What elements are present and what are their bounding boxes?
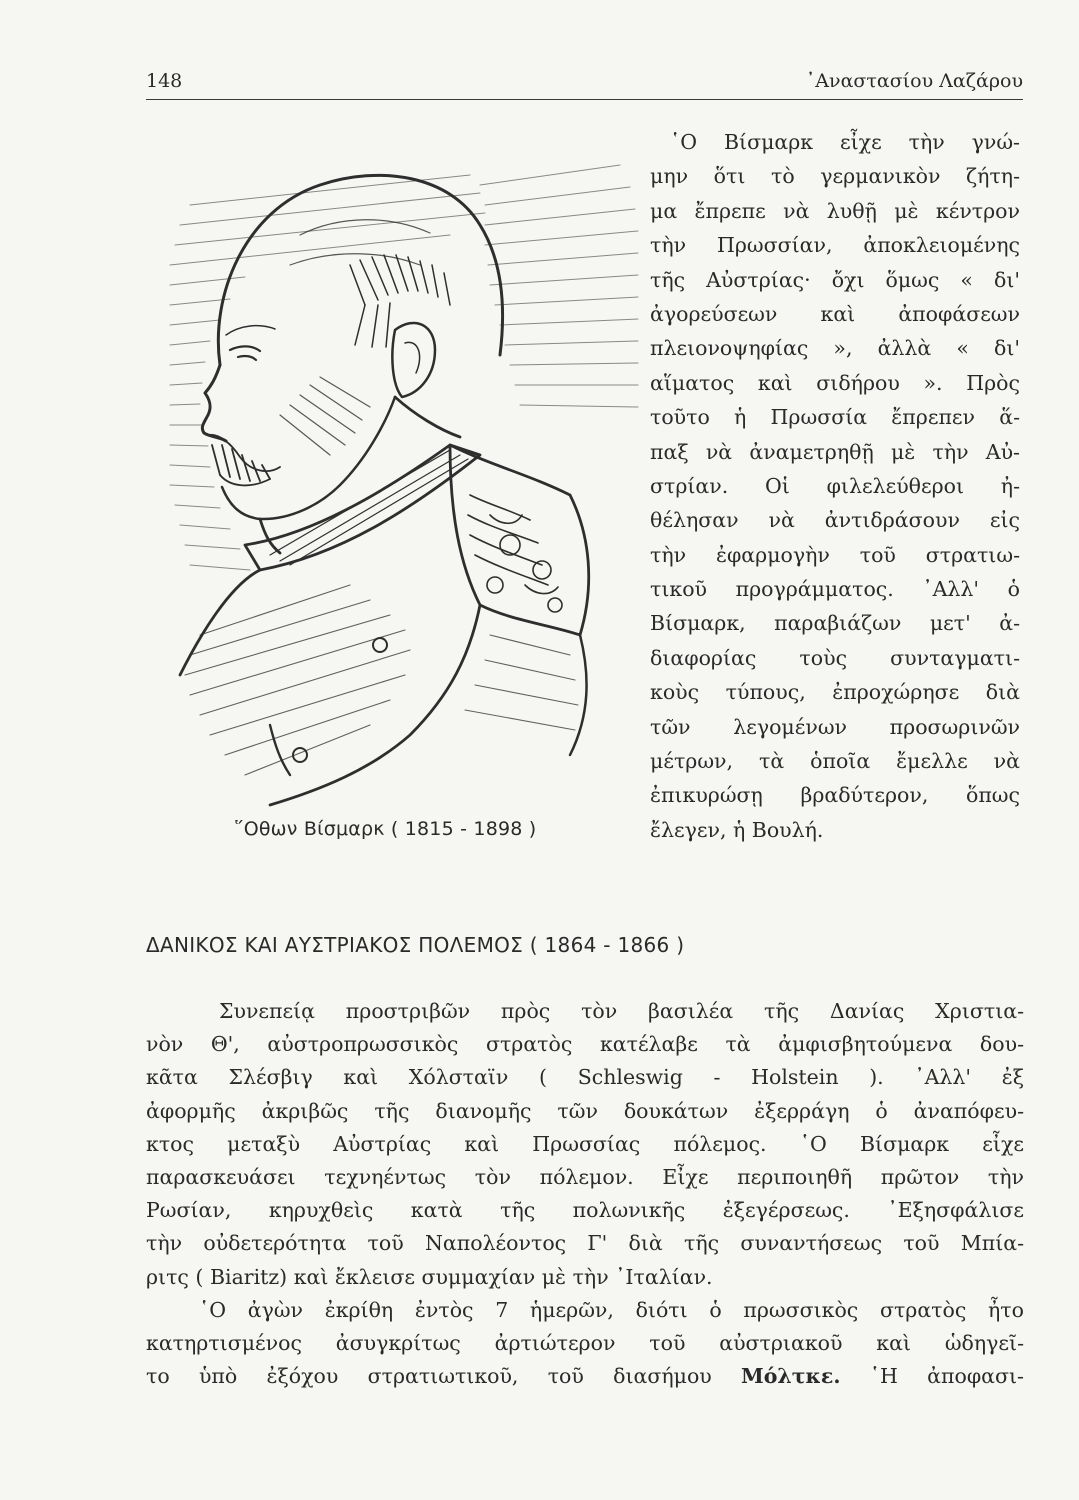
section-heading: ΔΑΝΙΚΟΣ ΚΑΙ ΑΥΣΤΡΙΑΚΟΣ ΠΟΛΕΜΟΣ ( 1864 - 1866 ): [146, 933, 685, 957]
column-line: τοῦτο ἡ Πρωσσία ἔπρεπεν ἅ-: [650, 405, 1020, 430]
column-line: ἐπικυρώσῃ βραδύτερον, ὅπως: [650, 783, 1020, 808]
bold-name-moltke: Μόλτκε.: [741, 1364, 841, 1389]
header-rule: [146, 99, 1023, 100]
column-line: διαφορίας τοὺς συνταγματι-: [650, 645, 1020, 670]
column-line: τικοῦ προγράμματος. ᾿Αλλ' ὁ: [650, 577, 1020, 602]
column-line: μα ἔπρεπε νὰ λυθῇ μὲ κέντρον: [650, 198, 1020, 223]
column-line: κοὺς τύπους, ἐπροχώρησε διὰ: [650, 680, 1020, 705]
body-line: νὸν Θ', αὐστροπρωσσικὸς στρατὸς κατέλαβε τὰ ἀμφισβητούμενα δου-: [146, 1032, 1024, 1057]
page-number: 148: [146, 70, 183, 92]
column-line: παξ νὰ ἀναμετρηθῇ μὲ τὴν Αὐ-: [650, 439, 1020, 464]
body-line-segment: το ὑπὸ ἐξόχου στρατιωτικοῦ, τοῦ διασήμου: [146, 1364, 742, 1389]
portrait-engraving: [150, 115, 640, 815]
column-line: θέλησαν νὰ ἀντιδράσουν εἰς: [650, 508, 1020, 533]
running-header-author: ᾿Αναστασίου Λαζάρου: [805, 70, 1023, 92]
column-line: τὴν Πρωσσίαν, ἀποκλειομένης: [650, 233, 1020, 258]
column-line: ἀγορεύσεων καὶ ἀποφάσεων: [650, 301, 1020, 326]
body-line: παρασκευάσει τεχνηέντως τὸν πόλεμον. Εἶχε περιποιηθῆ πρῶτον τὴν: [146, 1164, 1024, 1189]
body-line: κᾶτα Σλέσβιγ καὶ Χόλσταϊν ( Schleswig - Holstein ). ᾿Αλλ' ἐξ: [146, 1065, 1024, 1090]
column-line: μην ὅτι τὸ γερμανικὸν ζήτη-: [650, 164, 1020, 189]
body-line: τὴν οὐδετερότητα τοῦ Ναπολέοντος Γ' διὰ τῆς συναντήσεως τοῦ Μπία-: [146, 1231, 1024, 1256]
column-line: μέτρων, τὰ ὁποῖα ἔμελλε νὰ: [650, 749, 1020, 774]
column-line: Βίσμαρκ, παραβιάζων μετ' ἀ-: [650, 611, 1020, 636]
body-line: Ρωσίαν, κηρυχθεὶς κατὰ τῆς πολωνικῆς ἐξεγέρσεως. ᾿Εξησφάλισε: [146, 1198, 1024, 1223]
portrait-caption: ῞Οθων Βίσμαρκ ( 1815 - 1898 ): [234, 818, 537, 840]
body-line: ριτς ( Biaritz) καὶ ἔκλεισε συμμαχίαν μὲ τὴν ᾿Ιταλίαν.: [146, 1264, 713, 1289]
column-line: τὴν ἐφαρμογὴν τοῦ στρατιω-: [650, 542, 1020, 567]
body-text: [146, 995, 1024, 1393]
body-line: κατηρτισμένος ἀσυγκρίτως ἀρτιώτερον τοῦ αὐστριακοῦ καὶ ὡδηγεῖ-: [146, 1330, 1024, 1355]
column-line: αἵματος καὶ σιδήρου ». Πρὸς: [650, 370, 1020, 395]
column-line: τῶν λεγομένων προσωρινῶν: [650, 714, 1020, 739]
column-line: ἔλεγεν, ἡ Βουλή.: [650, 817, 824, 842]
body-line: ῾Ο ἀγὼν ἐκρίθη ἐντὸς 7 ἡμερῶν, διότι ὁ πρωσσικὸς στρατὸς ἦτο: [199, 1297, 1024, 1322]
column-line: στρίαν. Οἱ φιλελεύθεροι ἠ-: [650, 473, 1020, 498]
column-line: πλειονοψηφίας », ἀλλὰ « δι': [650, 336, 1020, 361]
column-line: τῆς Αὐστρίας· ὄχι ὅμως « δι': [650, 267, 1020, 292]
body-line: [146, 1360, 1024, 1393]
right-column-text: [650, 125, 1020, 847]
body-line-segment: ῾Η ἀποφασι-: [840, 1364, 1024, 1389]
column-line: ῾Ο Βίσμαρκ εἶχε τὴν γνώ-: [670, 130, 1020, 154]
body-line: Συνεπείᾳ προστριβῶν πρὸς τὸν βασιλέα τῆς Δανίας Χριστια-: [219, 999, 1024, 1023]
body-line: ἀφορμῆς ἀκριβῶς τῆς διανομῆς τῶν δουκάτων ἐξερράγη ὁ ἀναπόφευ-: [146, 1098, 1024, 1123]
body-line: κτος μεταξὺ Αὐστρίας καὶ Πρωσσίας πόλεμος. ῾Ο Βίσμαρκ εἶχε: [146, 1131, 1024, 1156]
